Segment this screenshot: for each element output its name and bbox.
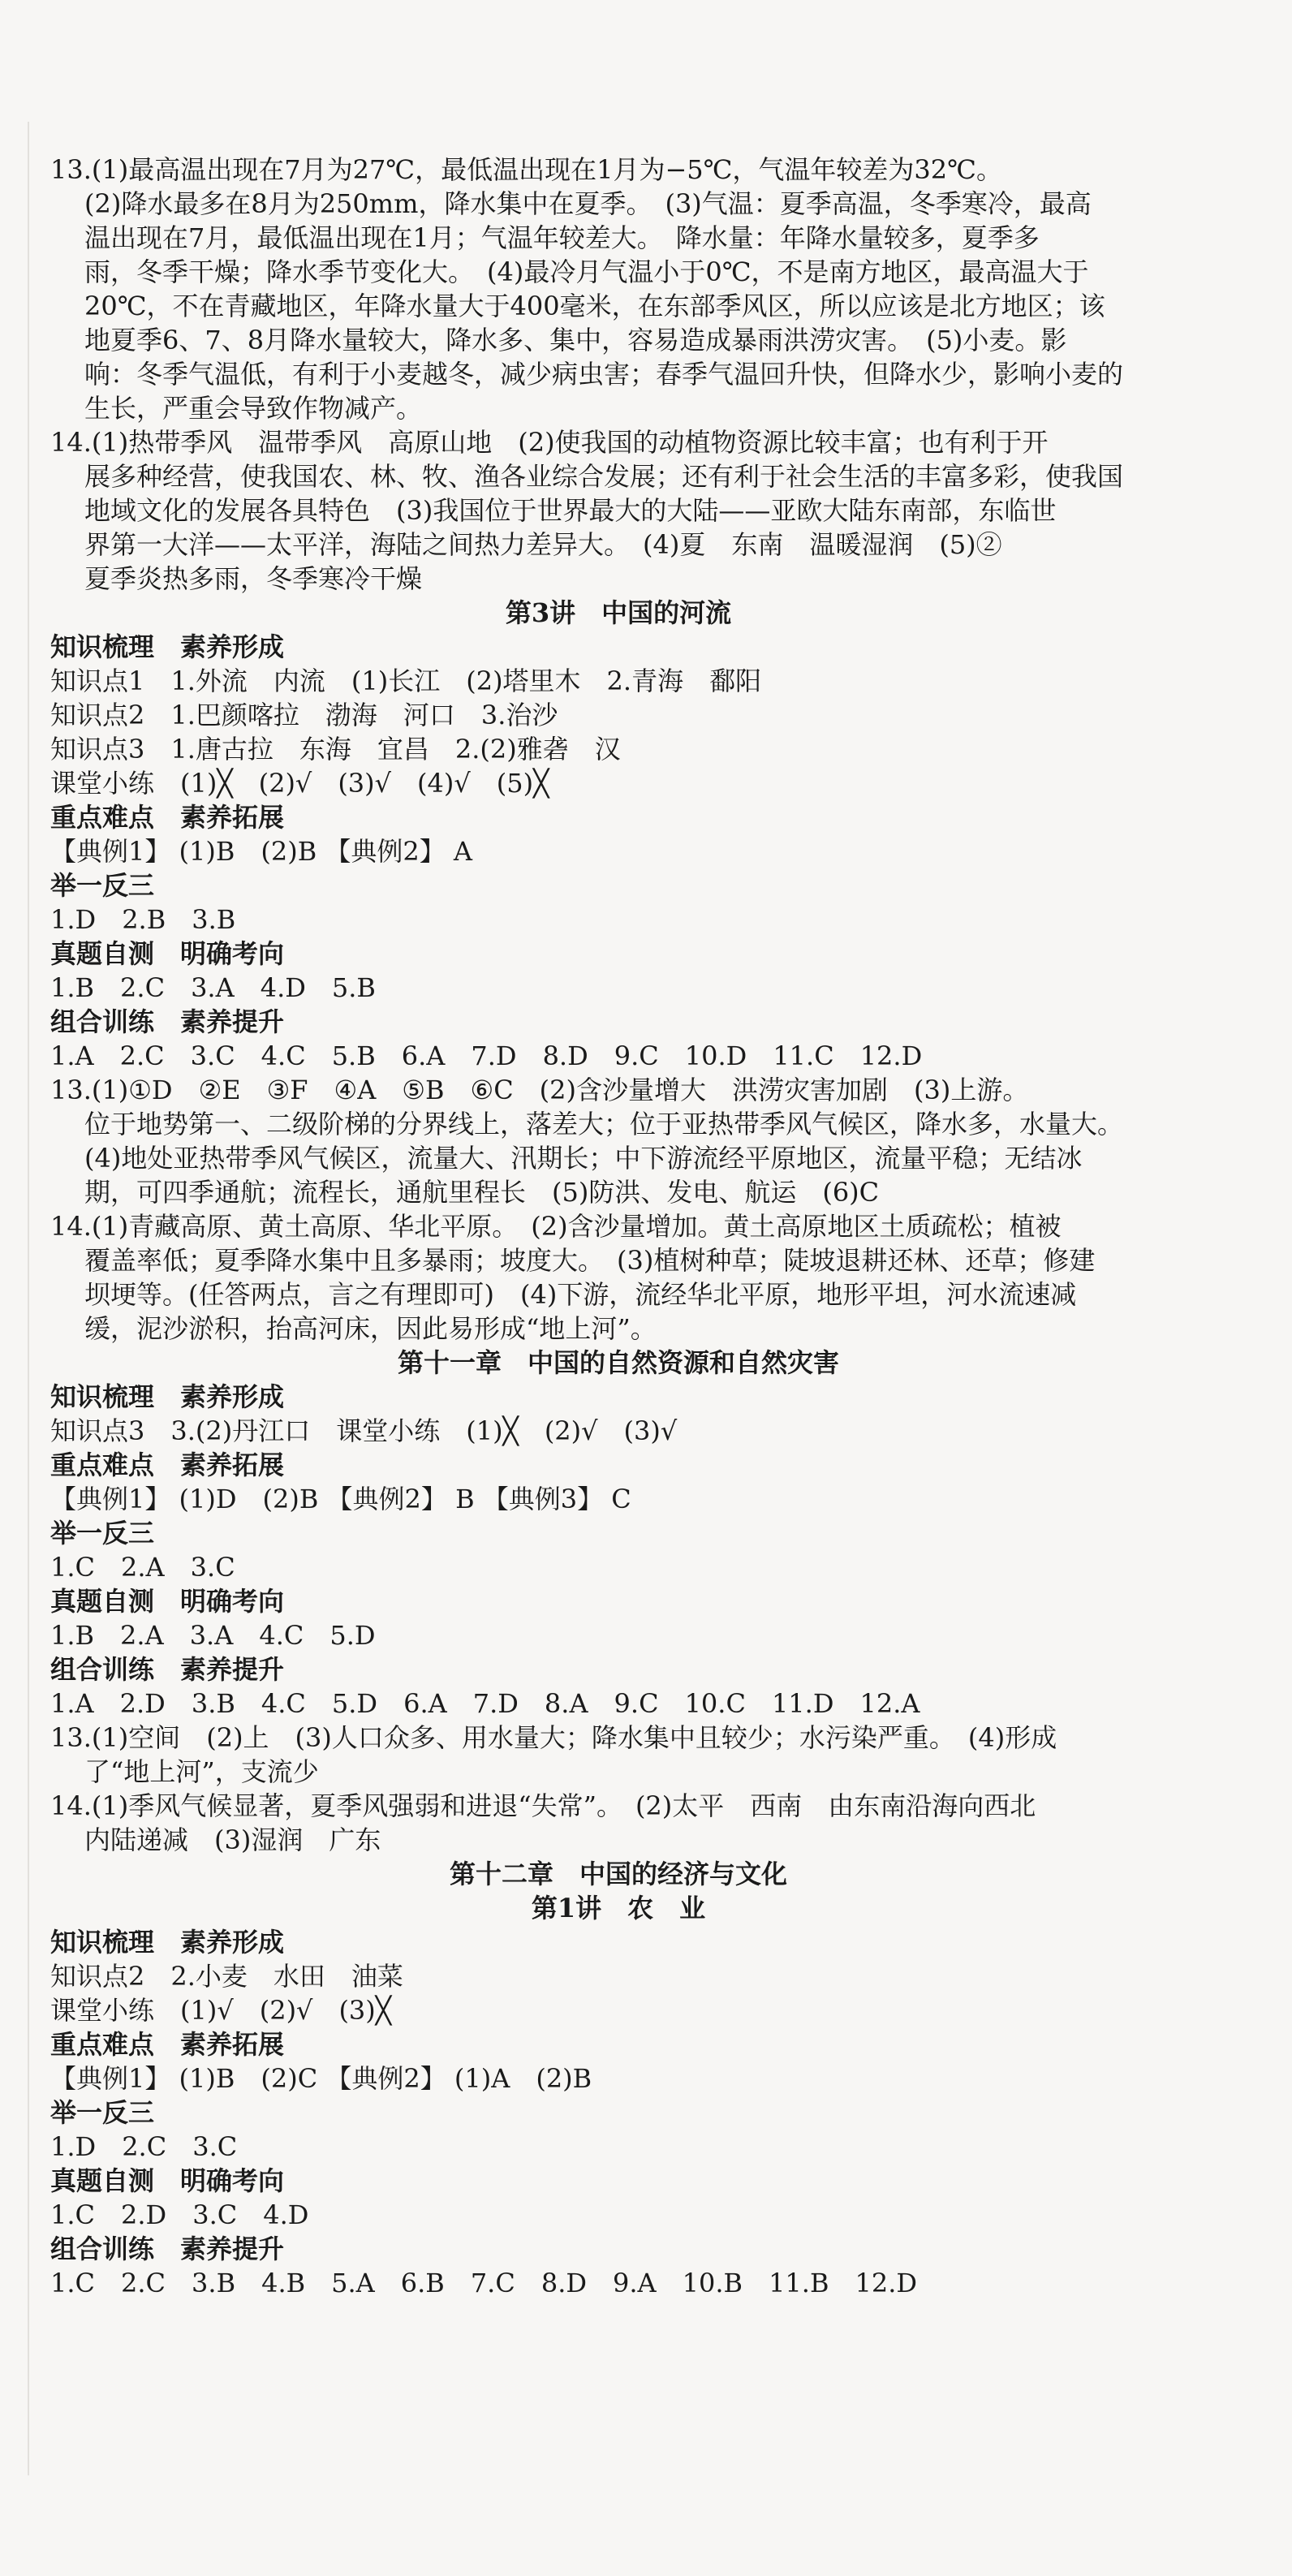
answer-line: 1.D 2.C 3.C xyxy=(50,2131,238,2162)
answer-line: 知识点3 3.(2)丹江口 课堂小练 (1)╳ (2)√ (3)√ xyxy=(50,1415,678,1446)
answer-line: 界第一大洋——太平洋，海陆之间热力差异大。 (4)夏 东南 温暖湿润 (5)② xyxy=(84,529,1002,560)
answer-line: 1.C 2.D 3.C 4.D xyxy=(50,2199,309,2230)
answer-key-page xyxy=(50,153,1186,2300)
answer-line: 1.A 2.C 3.C 4.C 5.B 6.A 7.D 8.D 9.C 10.D 11.C 12.D xyxy=(50,1040,923,1071)
answer-line: 1.C 2.C 3.B 4.B 5.A 6.B 7.C 8.D 9.A 10.B 11.B 12.D xyxy=(50,2268,918,2298)
answer-line: 13.(1)最高温出现在7月为27℃，最低温出现在1月为−5℃，气温年较差为32℃。 xyxy=(50,154,1002,185)
subsection-label: 举一反三 xyxy=(50,870,155,901)
answer-line: 内陆递减 (3)湿润 广东 xyxy=(84,1824,381,1855)
subsection-label: 组合训练 素养提升 xyxy=(50,1006,285,1037)
answer-line: 响：冬季气温低，有利于小麦越冬，减少病虫害；春季气温回升快，但降水少，影响小麦的 xyxy=(84,359,1124,390)
answer-line: 地域文化的发展各具特色 (3)我国位于世界最大的大陆——亚欧大陆东南部，东临世 xyxy=(84,495,1057,526)
answer-line: 13.(1)空间 (2)上 (3)人口众多、用水量大；降水集中且较少；水污染严重。 (4)形成 xyxy=(50,1722,1057,1753)
answer-line: 【典例1】 (1)B (2)C 【典例2】 (1)A (2)B xyxy=(50,2063,592,2094)
answer-line: (2)降水最多在8月为250mm，降水集中在夏季。 (3)气温：夏季高温，冬季寒冷，最高 xyxy=(84,188,1092,219)
answer-line: 知识点1 1.外流 内流 (1)长江 (2)塔里木 2.青海 鄱阳 xyxy=(50,666,762,696)
section-heading: 第十一章 中国的自然资源和自然灾害 xyxy=(397,1347,839,1378)
subsection-label: 知识梳理 素养形成 xyxy=(50,631,285,662)
answer-line: 夏季炎热多雨，冬季寒冷干燥 xyxy=(84,563,423,594)
answer-line: 覆盖率低；夏季降水集中且多暴雨；坡度大。 (3)植树种草；陡坡退耕还林、还草；修建 xyxy=(84,1245,1096,1276)
subsection-label: 真题自测 明确考向 xyxy=(50,2165,285,2196)
answer-line: 1.B 2.A 3.A 4.C 5.D xyxy=(50,1620,376,1651)
section-heading: 第3讲 中国的河流 xyxy=(505,597,732,628)
answer-line: 展多种经营，使我国农、林、牧、渔各业综合发展；还有利于社会生活的丰富多彩，使我国 xyxy=(84,461,1124,492)
answer-line: 14.(1)热带季风 温带季风 高原山地 (2)使我国的动植物资源比较丰富；也有利于开 xyxy=(50,427,1049,458)
subsection-label: 真题自测 明确考向 xyxy=(50,1586,285,1617)
answer-line: 课堂小练 (1)√ (2)√ (3)╳ xyxy=(50,1995,392,2026)
answer-line: 知识点2 2.小麦 水田 油菜 xyxy=(50,1961,403,1992)
subsection-label: 举一反三 xyxy=(50,2097,155,2128)
answer-line: 【典例1】 (1)B (2)B 【典例2】 A xyxy=(50,836,473,867)
answer-line: 1.D 2.B 3.B xyxy=(50,904,236,935)
subsection-label: 知识梳理 素养形成 xyxy=(50,1381,285,1412)
answer-line: 1.A 2.D 3.B 4.C 5.D 6.A 7.D 8.A 9.C 10.C 11.D 12.A xyxy=(50,1688,920,1719)
subsection-label: 组合训练 素养提升 xyxy=(50,1654,285,1685)
answer-line: 雨，冬季干燥；降水季节变化大。 (4)最冷月气温小于0℃，不是南方地区，最高温大于 xyxy=(84,256,1089,287)
subsection-label: 重点难点 素养拓展 xyxy=(50,2029,285,2060)
section-heading: 第十二章 中国的经济与文化 xyxy=(449,1859,787,1889)
subsection-label: 知识梳理 素养形成 xyxy=(50,1927,285,1958)
page-margin-rule xyxy=(28,122,29,2475)
answer-line: 缓，泥沙淤积，抬高河床，因此易形成“地上河”。 xyxy=(84,1313,657,1344)
answer-line: 地夏季6、7、8月降水量较大，降水多、集中，容易造成暴雨洪涝灾害。 (5)小麦。影 xyxy=(84,325,1067,355)
answer-line: 知识点3 1.唐古拉 东海 宜昌 2.(2)雅砻 汉 xyxy=(50,734,621,765)
answer-line: 知识点2 1.巴颜喀拉 渤海 河口 3.治沙 xyxy=(50,700,558,730)
answer-line: 【典例1】 (1)D (2)B 【典例2】 B 【典例3】 C xyxy=(50,1484,631,1514)
answer-line: 了“地上河”，支流少 xyxy=(84,1756,319,1787)
answer-line: 1.B 2.C 3.A 4.D 5.B xyxy=(50,972,376,1003)
answer-line: 位于地势第一、二级阶梯的分界线上，落差大；位于亚热带季风气候区，降水多，水量大。 xyxy=(84,1109,1124,1139)
answer-line: 期，可四季通航；流程长，通航里程长 (5)防洪、发电、航运 (6)C xyxy=(84,1177,880,1208)
answer-line: 生长，严重会导致作物减产。 xyxy=(84,393,423,424)
answer-line: (4)地处亚热带季风气候区，流量大、汛期长；中下游流经平原地区，流量平稳；无结冰 xyxy=(84,1143,1083,1174)
answer-line: 14.(1)季风气候显著，夏季风强弱和进退“失常”。 (2)太平 西南 由东南沿海向西北 xyxy=(50,1790,1036,1821)
answer-line: 14.(1)青藏高原、黄土高原、华北平原。 (2)含沙量增加。黄土高原地区土质疏松；植被 xyxy=(50,1211,1062,1242)
subsection-label: 真题自测 明确考向 xyxy=(50,938,285,969)
subsection-label: 重点难点 素养拓展 xyxy=(50,1450,285,1480)
answer-line: 课堂小练 (1)╳ (2)√ (3)√ (4)√ (5)╳ xyxy=(50,768,549,799)
answer-line: 13.(1)①D ②E ③F ④A ⑤B ⑥C (2)含沙量增大 洪涝灾害加剧 (3)上游。 xyxy=(50,1075,1029,1105)
section-heading: 第1讲 农 业 xyxy=(531,1893,706,1923)
answer-line: 20℃，不在青藏地区，年降水量大于400毫米，在东部季风区，所以应该是北方地区；该 xyxy=(84,291,1105,321)
subsection-label: 重点难点 素养拓展 xyxy=(50,802,285,833)
answer-line: 温出现在7月，最低温出现在1月；气温年较差大。 降水量：年降水量较多，夏季多 xyxy=(84,222,1040,253)
answer-line: 1.C 2.A 3.C xyxy=(50,1552,235,1583)
subsection-label: 举一反三 xyxy=(50,1518,155,1549)
subsection-label: 组合训练 素养提升 xyxy=(50,2234,285,2264)
answer-line: 坝埂等。(任答两点，言之有理即可) (4)下游，流经华北平原，地形平坦，河水流速减 xyxy=(84,1279,1077,1310)
